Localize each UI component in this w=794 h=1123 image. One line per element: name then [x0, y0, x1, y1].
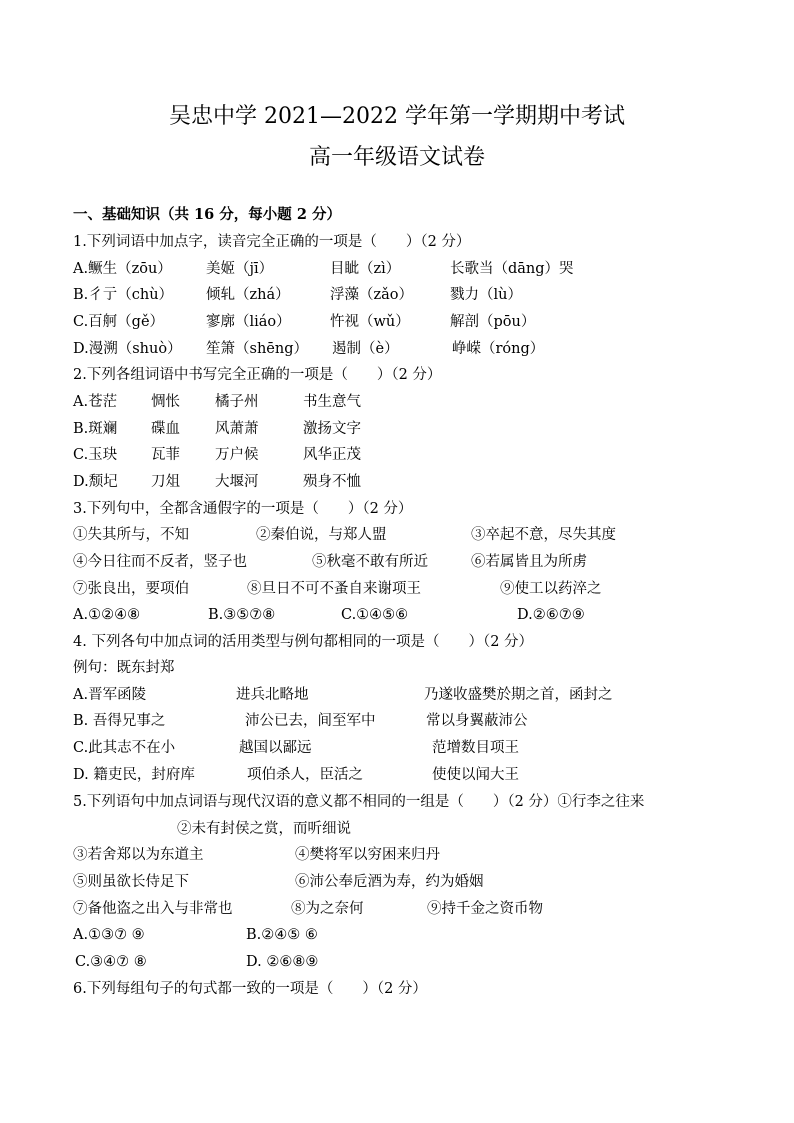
option-item: 目眦（zì）	[330, 261, 401, 277]
option-item: 刀俎	[151, 474, 180, 490]
option-item: C.百舸（gě）	[73, 314, 165, 330]
option-item: C.①④⑤⑥	[341, 607, 409, 623]
sentence-item: ⑨持千金之资币物	[427, 901, 543, 917]
option-item: 碟血	[151, 421, 180, 437]
option-item: B. 吾得兄事之	[73, 713, 166, 729]
option-item: B.彳亍（chù）	[73, 287, 174, 303]
sentence-item: ⑨使工以药淬之	[500, 581, 602, 597]
option-item: D.②⑥⑦⑨	[517, 607, 585, 623]
option-item: B.斑斓	[73, 421, 118, 437]
option-item: 美姬（jī）	[206, 261, 274, 277]
option-item: 沛公已去，间至军中	[245, 713, 376, 729]
sentence-item: ③若舍郑以为东道主	[73, 847, 204, 863]
question-5-stem-continued: ②未有封侯之赏，而听细说	[177, 821, 351, 837]
option-item: 书生意气	[303, 394, 361, 410]
option-item: A.①③⑦ ⑨	[73, 927, 145, 943]
option-item: A.①②④⑧	[73, 607, 141, 623]
option-item: B.③⑤⑦⑧	[208, 607, 276, 623]
option-item: 惆怅	[151, 394, 180, 410]
question-6-stem: 6.下列每组句子的句式都一致的一项是（ ）（2 分）	[73, 981, 427, 997]
option-item: C.此其志不在小	[73, 740, 176, 756]
option-item: 使使以闻大王	[432, 767, 519, 783]
option-item: 乃遂收盛樊於期之首，函封之	[424, 687, 613, 703]
option-item: 风华正茂	[303, 447, 361, 463]
question-1-stem: 1.下列词语中加点字，读音完全正确的一项是（ ）（2 分）	[73, 234, 471, 250]
option-item: 笙箫（shēng）	[206, 341, 308, 357]
sentence-item: ⑧旦日不可不蚤自来谢项王	[247, 581, 421, 597]
section-heading: 一、基础知识（共 16 分，每小题 2 分）	[73, 206, 341, 223]
question-3-stem: 3.下列句中，全都含通假字的一项是（ ）（2 分）	[73, 501, 413, 517]
option-item: A.苍茫	[73, 394, 118, 410]
sentence-item: ⑥若属皆且为所虏	[471, 554, 587, 570]
option-item: 越国以鄙远	[239, 740, 312, 756]
option-item: 戮力（lù）	[450, 287, 522, 303]
question-4-example: 例句：既东封郑	[73, 660, 175, 676]
option-item: D.漫溯（shuò）	[73, 341, 182, 357]
option-item: D. ②⑥⑧⑨	[246, 954, 319, 970]
option-item: 遏制（è）	[332, 341, 399, 357]
option-item: 万户候	[215, 447, 259, 463]
option-item: 寥廓（liáo）	[206, 314, 291, 330]
option-item: 进兵北略地	[236, 687, 309, 703]
option-item: A.晋军函陵	[73, 687, 147, 703]
sentence-item: ⑦备他盗之出入与非常也	[73, 901, 233, 917]
option-item: 风萧萧	[215, 421, 259, 437]
paper-subtitle: 高一年级语文试卷	[308, 145, 485, 170]
question-2-stem: 2.下列各组词语中书写完全正确的一项是（ ）（2 分）	[73, 367, 442, 383]
option-item: A.鳜生（zōu）	[73, 261, 172, 277]
option-item: 倾轧（zhá）	[206, 287, 290, 303]
question-5-stem: 5.下列语句中加点词语与现代汉语的意义都不相同的一组是（ ）（2 分）①行李之往来	[73, 794, 645, 810]
sentence-item: ⑤秋毫不敢有所近	[312, 554, 428, 570]
option-item: 峥嵘（róng）	[452, 341, 545, 357]
sentence-item: ⑦张良出，要项伯	[73, 581, 189, 597]
exam-title: 吴忠中学 2021—2022 学年第一学期期中考试	[169, 104, 625, 129]
sentence-item: ⑥沛公奉卮酒为寿，约为婚姻	[295, 874, 484, 890]
option-item: 范增数目项王	[432, 740, 519, 756]
option-item: 殒身不恤	[303, 474, 361, 490]
option-item: 浮藻（zǎo）	[330, 287, 414, 303]
sentence-item: ⑤则虽欲长侍足下	[73, 874, 189, 890]
option-item: B.②④⑤ ⑥	[246, 927, 318, 943]
option-item: 长歌当（dāng）哭	[450, 261, 574, 277]
option-item: D. 籍吏民，封府库	[73, 767, 195, 783]
option-item: 解剖（pōu）	[450, 314, 536, 330]
option-item: 大堰河	[215, 474, 259, 490]
option-item: 瓦菲	[151, 447, 180, 463]
option-item: C.玉玦	[73, 447, 118, 463]
sentence-item: ⑧为之奈何	[291, 901, 364, 917]
option-item: 橘子州	[215, 394, 259, 410]
sentence-item: ④樊将军以穷困来归丹	[295, 847, 440, 863]
option-item: 忤视（wǔ）	[330, 314, 410, 330]
option-item: 项伯杀人，臣活之	[247, 767, 363, 783]
sentence-item: ④今日往而不反者，竖子也	[73, 554, 247, 570]
option-item: C.③④⑦ ⑧	[75, 954, 147, 970]
option-item: D.颓圮	[73, 474, 118, 490]
sentence-item: ②秦伯说，与郑人盟	[256, 527, 387, 543]
option-item: 常以身翼蔽沛公	[426, 713, 528, 729]
sentence-item: ①失其所与，不知	[73, 527, 189, 543]
option-item: 激扬文字	[303, 421, 361, 437]
sentence-item: ③卒起不意，尽失其度	[471, 527, 616, 543]
question-4-stem: 4. 下列各句中加点词的活用类型与例句都相同的一项是（ ）（2 分）	[73, 634, 534, 650]
